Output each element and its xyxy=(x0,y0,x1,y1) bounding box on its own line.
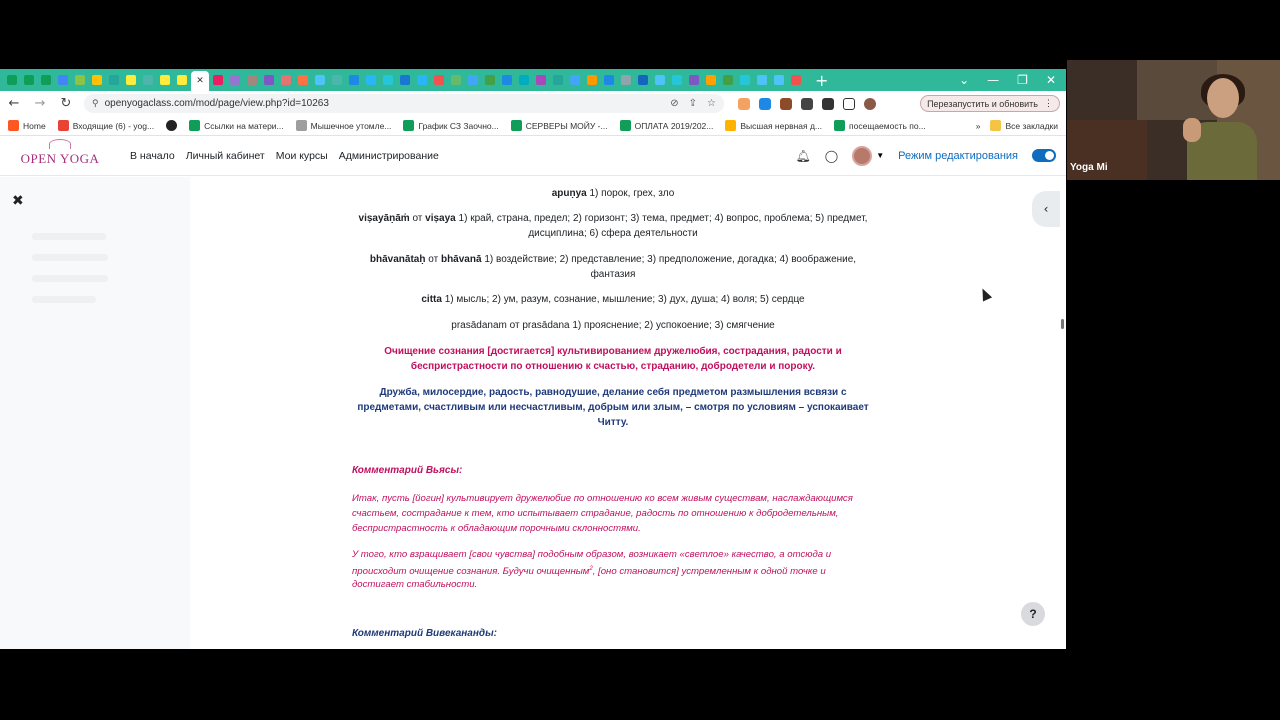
relaunch-label: Перезапустить и обновить xyxy=(927,98,1038,109)
tab-favicon-icon xyxy=(7,75,17,85)
bookmark-icon xyxy=(166,120,177,131)
tab-favicon-icon xyxy=(570,75,580,85)
chevron-down-icon: ▼ xyxy=(876,151,885,160)
folder-icon xyxy=(990,120,1001,131)
avatar xyxy=(852,146,872,166)
tab-favicon-icon xyxy=(92,75,102,85)
vyasa-heading: Комментарий Вьясы: xyxy=(352,465,463,476)
bookmarks-bar xyxy=(0,116,1066,136)
more-menu-icon[interactable]: ⋮ xyxy=(1044,98,1053,108)
url-input[interactable] xyxy=(84,94,724,113)
tab-favicon-icon xyxy=(757,75,767,85)
bookmark-label: График СЗ Заочно... xyxy=(418,120,499,131)
tab[interactable] xyxy=(346,72,362,88)
bookmark-list xyxy=(8,120,926,131)
site-info-icon[interactable]: ⚲ xyxy=(92,98,99,108)
bookmark-icon xyxy=(296,120,307,131)
tab-favicon-icon xyxy=(434,75,444,85)
bookmark-label: Входящие (6) - yog... xyxy=(72,120,155,131)
tab[interactable] xyxy=(516,72,532,88)
bookmark-label: СЕРВЕРЫ МОЙУ -... xyxy=(525,120,608,131)
lotus-icon xyxy=(49,139,71,149)
bookmark-icon xyxy=(8,120,19,131)
tab-favicon-icon xyxy=(400,75,410,85)
bookmark-item[interactable] xyxy=(403,120,498,131)
logo-text: OPEN YOGA xyxy=(20,150,100,166)
open-block-drawer-button[interactable]: ‹ xyxy=(1032,191,1060,227)
share-icon[interactable]: ⇪ xyxy=(688,98,698,109)
vyasa-paragraph: Итак, пусть [йогин] культивирует дружелюбие по отношению ко всем живым существам, наслаждающимся xyxy=(352,493,853,504)
browser-window xyxy=(0,69,1066,649)
tab-favicon-icon xyxy=(213,75,223,85)
tab[interactable] xyxy=(38,72,54,88)
tab[interactable] xyxy=(140,72,156,88)
glossary-apunya: apuṇya 1) порок, грех, зло xyxy=(551,188,675,199)
new-tab-button[interactable]: + xyxy=(815,70,829,90)
minimize-icon[interactable]: — xyxy=(987,73,1000,87)
extension-icon[interactable] xyxy=(780,98,792,110)
tab-favicon-icon xyxy=(774,75,784,85)
tab[interactable] xyxy=(720,72,736,88)
translation-line: беспристрастности по отношению к счастью, страданию, добродетели и пороку. xyxy=(410,361,816,372)
tab-favicon-icon xyxy=(24,75,34,85)
nav-home[interactable]: В начало xyxy=(130,149,175,162)
tab[interactable] xyxy=(465,72,481,88)
presenter-face xyxy=(1207,78,1239,118)
tab-search-icon[interactable]: ⌄ xyxy=(959,73,970,87)
tab-favicon-icon xyxy=(247,75,257,85)
tab-favicon-icon xyxy=(706,75,716,85)
tab[interactable] xyxy=(635,72,651,88)
tab[interactable] xyxy=(244,72,260,88)
tab[interactable] xyxy=(482,72,498,88)
tab[interactable] xyxy=(448,72,464,88)
tab-favicon-icon xyxy=(298,75,308,85)
alt-translation-line: Дружба, милосердие, радость, равнодушие, делание себя предметом размышления всвязи с xyxy=(379,387,847,398)
tab-favicon-icon xyxy=(143,75,153,85)
edit-mode-toggle[interactable] xyxy=(1032,149,1056,162)
bookmark-label: посещаемость по... xyxy=(849,120,926,131)
close-drawer-icon[interactable]: ✖ xyxy=(12,193,24,209)
tab[interactable] xyxy=(533,72,549,88)
bookmarks-overflow-icon[interactable]: » xyxy=(975,120,981,131)
tab-favicon-icon xyxy=(349,75,359,85)
tab[interactable] xyxy=(788,72,804,88)
vyasa-paragraph: происходит очищение сознания. Будучи очищенным$^2$, [оно становится] устремленным к одной точке и xyxy=(352,566,826,578)
site-logo[interactable] xyxy=(10,138,110,174)
tab[interactable] xyxy=(278,72,294,88)
bookmark-icon xyxy=(511,120,522,131)
bookmark-item[interactable] xyxy=(834,120,926,131)
tab-favicon-icon xyxy=(109,75,119,85)
site-header xyxy=(0,136,1066,176)
tab-favicon-icon xyxy=(502,75,512,85)
tab[interactable] xyxy=(669,72,685,88)
bookmark-label: Home xyxy=(23,120,46,131)
tab-favicon-icon xyxy=(587,75,597,85)
tab[interactable] xyxy=(123,72,139,88)
tab[interactable] xyxy=(329,72,345,88)
tab-favicon-icon xyxy=(417,75,427,85)
glossary-visaya: viṣayāṇāṁ от viṣaya 1) край, страна, предел; 2) горизонт; 3) тема, предмет; 4) вопрос, проблема; 5) предмет, xyxy=(358,213,868,224)
tab-favicon-icon xyxy=(332,75,342,85)
vyasa-paragraph: беспристрастность к обладающим порочными склонностями. xyxy=(352,523,641,534)
tab-favicon-icon xyxy=(672,75,682,85)
tab-favicon-icon xyxy=(621,75,631,85)
tab-favicon-icon xyxy=(740,75,750,85)
bookmark-icon xyxy=(403,120,414,131)
scrollbar-thumb[interactable] xyxy=(1061,319,1064,329)
tab-favicon-icon xyxy=(689,75,699,85)
page-body xyxy=(0,177,1066,649)
tab[interactable] xyxy=(210,72,226,88)
nav-my-courses[interactable]: Мои курсы xyxy=(275,149,328,162)
close-window-icon[interactable]: ✕ xyxy=(1045,73,1056,87)
maximize-icon[interactable]: ❐ xyxy=(1017,73,1028,87)
bookmark-label: ОПЛАТА 2019/202... xyxy=(634,120,714,131)
bookmark-star-icon[interactable]: ☆ xyxy=(707,98,716,109)
bookmark-icon xyxy=(725,120,736,131)
reload-icon[interactable]: ↻ xyxy=(60,96,72,111)
tab[interactable] xyxy=(106,72,122,88)
all-bookmarks-label: Все закладки xyxy=(1005,120,1058,131)
webcam-feed xyxy=(1067,60,1280,180)
tab-favicon-icon xyxy=(230,75,240,85)
bookmark-icon xyxy=(834,120,845,131)
notifications-bell-icon[interactable]: 🔔︎ xyxy=(795,148,811,163)
tab[interactable] xyxy=(157,72,173,88)
vyasa-paragraph: счастьем, сострадание к тем, кто испытывает страдание, радость по отношению к добродетельным, xyxy=(352,508,839,519)
forward-icon[interactable]: → xyxy=(34,96,46,111)
tab-favicon-icon: ✕ xyxy=(196,76,204,86)
bookmark-item[interactable] xyxy=(620,120,714,131)
bookmark-icon xyxy=(620,120,631,131)
profile-avatar[interactable] xyxy=(864,98,876,110)
tab[interactable] xyxy=(55,72,71,88)
bookmark-label: Высшая нервная д... xyxy=(740,120,823,131)
bookmark-icon xyxy=(58,120,69,131)
tab[interactable] xyxy=(601,72,617,88)
tab[interactable] xyxy=(754,72,770,88)
primary-navigation xyxy=(130,150,439,162)
glossary-visaya-cont: дисциплина; 6) сфера деятельности xyxy=(528,228,698,239)
tab-favicon-icon xyxy=(485,75,495,85)
tab-favicon-icon xyxy=(451,75,461,85)
glossary-bhavana: bhāvanātaḥ от bhāvanā 1) воздействие; 2) представление; 3) предположение, догадка; 4) воображение, xyxy=(369,254,857,265)
tab[interactable] xyxy=(431,72,447,88)
tab[interactable] xyxy=(499,72,515,88)
tab[interactable] xyxy=(295,72,311,88)
tab-favicon-icon xyxy=(315,75,325,85)
presenter-hand xyxy=(1183,118,1201,142)
bookmark-label: Ссылки на матери... xyxy=(204,120,284,131)
bookmark-icon xyxy=(189,120,200,131)
tab[interactable] xyxy=(567,72,583,88)
extensions xyxy=(738,98,876,110)
nav-administration[interactable]: Администрирование xyxy=(338,149,439,162)
placeholder-line xyxy=(32,254,108,261)
bookmark-item[interactable] xyxy=(166,120,177,131)
glossary-bhavana-cont: фантазия xyxy=(590,269,636,280)
tab[interactable] xyxy=(174,72,190,88)
placeholder-line xyxy=(32,233,106,240)
tab[interactable] xyxy=(584,72,600,88)
tab[interactable] xyxy=(771,72,787,88)
course-index-drawer xyxy=(0,177,190,649)
window-controls xyxy=(959,73,1066,87)
tab[interactable] xyxy=(380,72,396,88)
tab-favicon-icon xyxy=(264,75,274,85)
help-button[interactable]: ? xyxy=(1021,602,1045,626)
tab-favicon-icon xyxy=(655,75,665,85)
header-actions xyxy=(796,146,1056,166)
tab-favicon-icon xyxy=(791,75,801,85)
tab[interactable] xyxy=(363,72,379,88)
user-menu[interactable] xyxy=(852,146,884,166)
tab[interactable] xyxy=(89,72,105,88)
tab[interactable] xyxy=(737,72,753,88)
bookmark-item[interactable] xyxy=(189,120,284,131)
bookmark-item[interactable] xyxy=(511,120,608,131)
tab-favicon-icon xyxy=(468,75,478,85)
tab[interactable] xyxy=(686,72,702,88)
tab-favicon-icon xyxy=(177,75,187,85)
tab-favicon-icon xyxy=(723,75,733,85)
participant-name: Yoga Mi xyxy=(1070,162,1108,173)
extension-icon[interactable] xyxy=(738,98,750,110)
tab-favicon-icon xyxy=(75,75,85,85)
mouse-cursor-icon xyxy=(978,286,992,301)
extension-icon[interactable] xyxy=(801,98,813,110)
bookmark-label: Мышечное утомле... xyxy=(310,120,392,131)
edit-mode-label: Режим редактирования xyxy=(898,149,1018,162)
tab-favicon-icon xyxy=(160,75,170,85)
tab-active[interactable] xyxy=(191,71,209,91)
back-icon[interactable]: ← xyxy=(8,96,20,111)
bookmark-item[interactable] xyxy=(8,120,46,131)
relaunch-update-button[interactable] xyxy=(920,95,1060,112)
tab-favicon-icon xyxy=(383,75,393,85)
tab-favicon-icon xyxy=(553,75,563,85)
tab[interactable] xyxy=(72,72,88,88)
tab[interactable] xyxy=(312,72,328,88)
tab-favicon-icon xyxy=(41,75,51,85)
tab[interactable] xyxy=(21,72,37,88)
tab[interactable] xyxy=(397,72,413,88)
tab[interactable] xyxy=(261,72,277,88)
tab-favicon-icon xyxy=(281,75,291,85)
placeholder-line xyxy=(32,296,96,303)
placeholder-line xyxy=(32,275,108,282)
vivekananda-heading: Комментарий Вивекананды: xyxy=(352,628,497,639)
extensions-puzzle-icon[interactable] xyxy=(822,98,834,110)
tab[interactable] xyxy=(703,72,719,88)
tab-favicon-icon xyxy=(58,75,68,85)
bookmark-item[interactable] xyxy=(296,120,392,131)
tab-favicon-icon xyxy=(536,75,546,85)
alt-translation-line: предметами, счастливым или несчастливым, добрым или злым, – смотря по условиям – успокаивает xyxy=(357,402,869,413)
address-bar-row xyxy=(0,91,1066,116)
vyasa-paragraph: достигает стабильности. xyxy=(352,579,478,590)
presenter xyxy=(1187,78,1257,180)
alt-translation-line: Читту. xyxy=(597,417,629,428)
tab-favicon-icon xyxy=(604,75,614,85)
tab-favicon-icon xyxy=(366,75,376,85)
tab-list xyxy=(4,69,804,91)
extension-icon[interactable] xyxy=(759,98,771,110)
vyasa-paragraph: У того, кто взращивает [свои чувства] подобным образом, возникает «светлое» качество, а отсюда и xyxy=(352,549,832,560)
tab-favicon-icon xyxy=(638,75,648,85)
install-icon[interactable]: ⊘ xyxy=(670,98,679,109)
tab[interactable] xyxy=(227,72,243,88)
glossary-citta: citta 1) мысль; 2) ум, разум, сознание, мышление; 3) дух, душа; 4) воля; 5) сердце xyxy=(421,294,805,305)
tab[interactable] xyxy=(4,72,20,88)
tab[interactable] xyxy=(550,72,566,88)
tab-strip xyxy=(0,69,1066,91)
translation-line: Очищение сознания [достигается] культивированием дружелюбия, сострадания, радости и xyxy=(384,346,842,357)
bookmark-item[interactable] xyxy=(58,120,154,131)
tab-favicon-icon xyxy=(519,75,529,85)
nav-dashboard[interactable]: Личный кабинет xyxy=(185,149,265,162)
side-panel-icon[interactable] xyxy=(843,98,855,110)
messages-icon[interactable]: ◯ xyxy=(824,148,839,163)
tab-favicon-icon xyxy=(126,75,136,85)
tab[interactable] xyxy=(414,72,430,88)
url-text: openyogaclass.com/mod/page/view.php?id=10263 xyxy=(104,98,329,109)
tab[interactable] xyxy=(618,72,634,88)
glossary-prasadana: prasādanam от prasādana 1) прояснение; 2) успокоение; 3) смягчение xyxy=(451,320,775,331)
tab[interactable] xyxy=(652,72,668,88)
all-bookmarks[interactable] xyxy=(990,120,1058,131)
bookmark-item[interactable] xyxy=(725,120,822,131)
